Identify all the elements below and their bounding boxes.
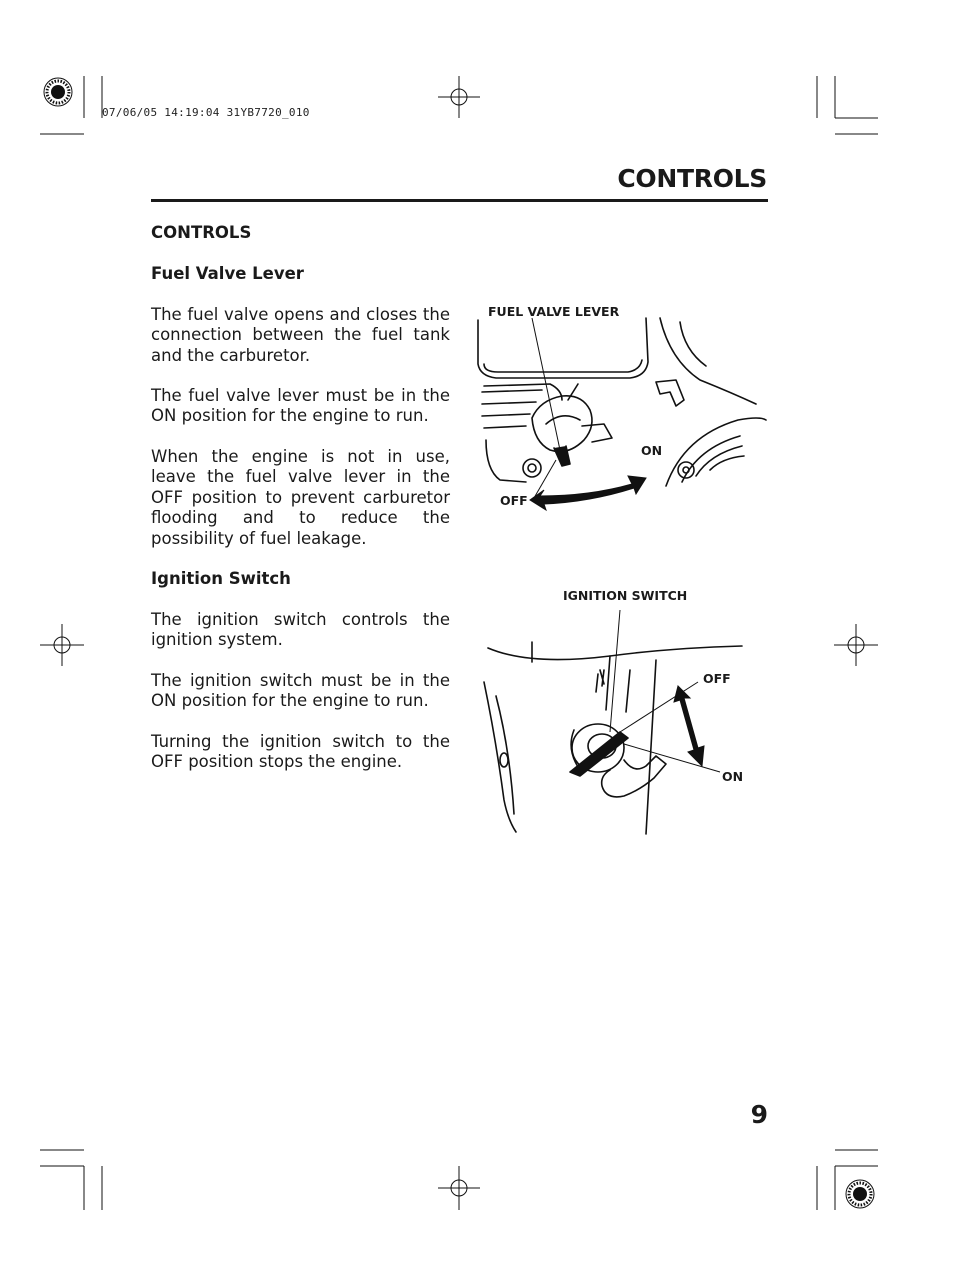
print-meta: 07/06/05 14:19:04 31YB7720_010 <box>102 106 310 119</box>
ignition-on-label: ON <box>722 769 744 784</box>
ignition-switch-callout: IGNITION SWITCH <box>563 588 688 603</box>
page-number: 9 <box>750 1100 768 1129</box>
ignition-paragraph-1: The ignition switch controls the ignition system. <box>151 610 450 650</box>
page-header-title: CONTROLS <box>617 164 767 193</box>
registration-target-top-left <box>44 78 72 106</box>
fuel-valve-paragraph-1: The fuel valve opens and closes the connection between the fuel tank and the carburetor. <box>151 305 450 365</box>
ignition-paragraph-3: Turning the ignition switch to the OFF position stops the engine. <box>151 732 450 772</box>
fuel-valve-lever-callout: FUEL VALVE LEVER <box>488 304 620 319</box>
ignition-switch-illustration <box>470 600 770 836</box>
ignition-heading: Ignition Switch <box>151 569 291 588</box>
ignition-off-label: OFF <box>703 671 731 686</box>
fuel-valve-heading: Fuel Valve Lever <box>151 264 304 283</box>
registration-target-bottom-right <box>846 1180 874 1208</box>
fuel-valve-on-label: ON <box>641 443 663 458</box>
header-rule <box>151 199 768 202</box>
fuel-valve-paragraph-3: When the engine is not in use, leave the fuel valve lever in the OFF position to prevent carburetor flooding and to reduce the possibility of fuel leakage. <box>151 447 450 548</box>
fuel-valve-off-label: OFF <box>500 493 528 508</box>
ignition-paragraph-2: The ignition switch must be in the ON position for the engine to run. <box>151 671 450 711</box>
fuel-valve-illustration <box>470 300 770 520</box>
section-title: CONTROLS <box>151 223 252 242</box>
fuel-valve-paragraph-2: The fuel valve lever must be in the ON position for the engine to run. <box>151 386 450 426</box>
